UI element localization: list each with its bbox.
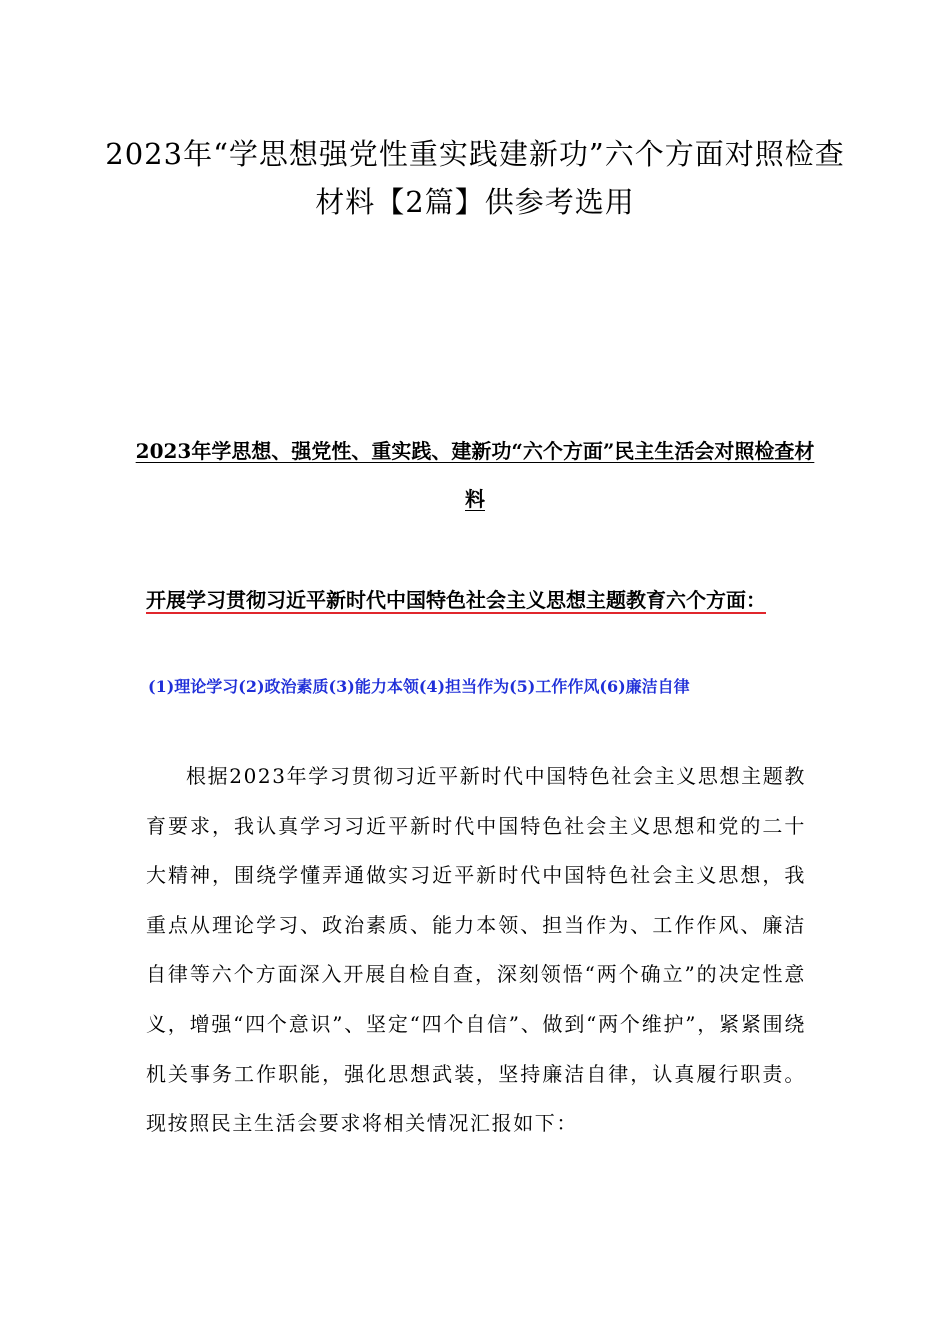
topic-line-text: 开展学习贯彻习近平新时代中国特色社会主义思想主题教育六个方面： (146, 588, 766, 612)
topic-line (146, 578, 806, 622)
document-title: 2023年“学思想强党性重实践建新功”六个方面对照检查材料【2篇】供参考选用 (105, 137, 845, 219)
section-heading (130, 427, 820, 523)
body-paragraph: 根据2023年学习贯彻习近平新时代中国特色社会主义思想主题教育要求，我认真学习习近平新时代中国特色社会主义思想和党的二十大精神，围绕学懂弄通做实习近平新时代中国特色社会主义思想，我重点从理论学习、政治素质、能力本领、担当作为、工作作风、廉洁自律等六个方面深入开展自检自查，深刻领悟“两个确立”的决定性意义，增强“四个意识”、坚定“四个自信”、做到“两个维护”，紧紧围绕机关事务工作职能，强化思想武装，坚持廉洁自律，认真履行职责。现按照民主生活会要求将相关情况汇报如下： (146, 764, 806, 1136)
section-heading-text: 2023年学思想、强党性、重实践、建新功“六个方面”民主生活会对照检查材料 (135, 439, 815, 511)
aspects-line: (1)理论学习(2)政治素质(3)能力本领(4)担当作为(5)工作作风(6)廉洁自律 (148, 677, 690, 696)
